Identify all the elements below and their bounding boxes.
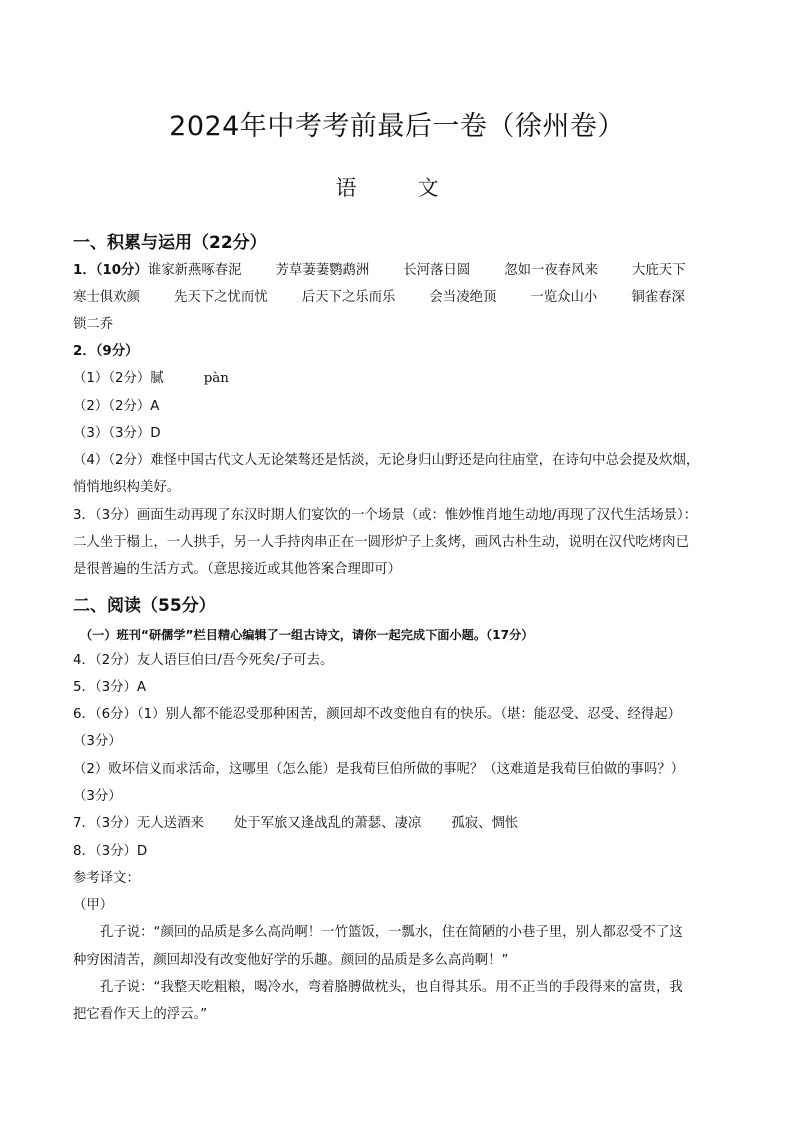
- reference-jia: （甲）: [73, 898, 114, 913]
- translation-para-2-line-2: 把它看作天上的浮云。”: [73, 1007, 208, 1022]
- q2-number: 2．（9分）: [73, 344, 139, 359]
- q1-answer: 寒士俱欢颜: [73, 290, 140, 305]
- q7-part-2: 处于军旅又逢战乱的萧瑟、凄凉: [233, 816, 422, 831]
- q7-part-3: 孤寂、惆怅: [451, 816, 519, 831]
- q3-line-2: 二人坐于榻上，一人拱手，另一人手持肉串正在一圆形炉子上炙烤，画风古朴生动，说明在汉代吃烤肉已: [73, 535, 689, 550]
- q1-number: 1．（10分）: [73, 263, 148, 278]
- q2-sub-4-line-1: （4）（2分）难怪中国古代文人无论桀骜还是恬淡，无论身归山野还是向往庙堂，在诗句中总会提及炊烟，: [73, 453, 700, 468]
- page-title: 2024年中考考前最后一卷（徐州卷）: [169, 111, 625, 142]
- q1-answer: 谁家新燕啄春泥: [147, 263, 242, 278]
- q2-sub-1-answer: （1）（2分）膩: [73, 371, 164, 386]
- q1-line-3: 锁二乔: [73, 317, 114, 332]
- q1-line-1: [73, 262, 686, 280]
- q2-sub-2: （2）（2分）A: [73, 399, 160, 414]
- q1-answer: 后天下之乐而乐: [301, 290, 396, 305]
- q1-answer: 会当凌绝顶: [429, 290, 497, 305]
- translation-para-1-line-2: 种穷困清苦，颜回却没有改变他好学的乐趣。颜回的品质是多么高尚啊！”: [73, 953, 509, 968]
- section-heading-2: 二、阅读（55分）: [73, 596, 216, 616]
- q6-line-2: （3分）: [73, 734, 122, 749]
- q7-answer: [73, 815, 518, 833]
- pinyin-answer: pàn: [203, 371, 229, 386]
- q1-answer: 铜雀春深: [631, 290, 685, 305]
- q8-answer: 8．（3分）D: [73, 844, 148, 859]
- q1-answer: 先天下之忧而忧: [173, 290, 268, 305]
- q2-sub-4-line-2: 悄悄地织构美好。: [73, 480, 181, 495]
- subject-title: 语 文: [335, 176, 459, 200]
- q1-line-2: [73, 289, 685, 307]
- q6-line-1: 6．（6分）（1）别人都不能忍受那种困苦，颜回却不改变他自有的快乐。（堪：能忍受、忍受、经得起）: [73, 707, 682, 722]
- q1-answer: 大庇天下: [631, 263, 686, 278]
- q1-answer: 芳草萋萋鹦鹉洲: [275, 263, 370, 278]
- q1-answer: 忽如一夜春风来: [504, 263, 598, 278]
- q2-sub-3: （3）（3分）D: [73, 426, 161, 441]
- section-heading-1: 一、积累与运用（22分）: [73, 233, 267, 253]
- q3-line-3: 是很普遍的生活方式。（意思接近或其他答案合理即可）: [73, 562, 402, 577]
- reading-subheading: （一）班刊“研儒学”栏目精心编辑了一组古诗文，请你一起完成下面小题。（17分）: [80, 628, 534, 642]
- q3-line-1: 3．（3分）画面生动再现了东汉时期人们宴饮的一个场景（或：惟妙惟肖地生动地/再现了汉代生活场景）：: [73, 508, 698, 523]
- q6-line-4: （3分）: [73, 789, 122, 804]
- q1-answer: 一览众山小: [530, 290, 598, 305]
- q5-answer: 5．（3分）A: [73, 680, 147, 695]
- q7-part-1: 7．（3分）无人送酒来: [73, 816, 204, 831]
- translation-para-1-line-1: 孔子说：“颜回的品质是多么高尚啊！一竹篮饭，一瓢水，住在简陋的小巷子里，别人都忍受不了这: [100, 925, 683, 940]
- translation-para-2-line-1: 孔子说：“我整天吃粗粮，喝冷水，弯着胳膊做枕头，也自得其乐。用不正当的手段得来的富贵，我: [100, 980, 683, 995]
- q6-line-3: （2）败坏信义而求活命，这哪里（怎么能）是我荀巨伯所做的事呢？（这难道是我荀巨伯做的事吗？）: [73, 762, 685, 777]
- q1-answer: 长河落日圆: [403, 263, 471, 278]
- q2-sub-1: [73, 370, 229, 388]
- q4-answer: 4．（2分）友人语巨伯曰/吾今死矣/子可去。: [73, 653, 334, 668]
- reference-label: 参考译文：: [73, 871, 140, 886]
